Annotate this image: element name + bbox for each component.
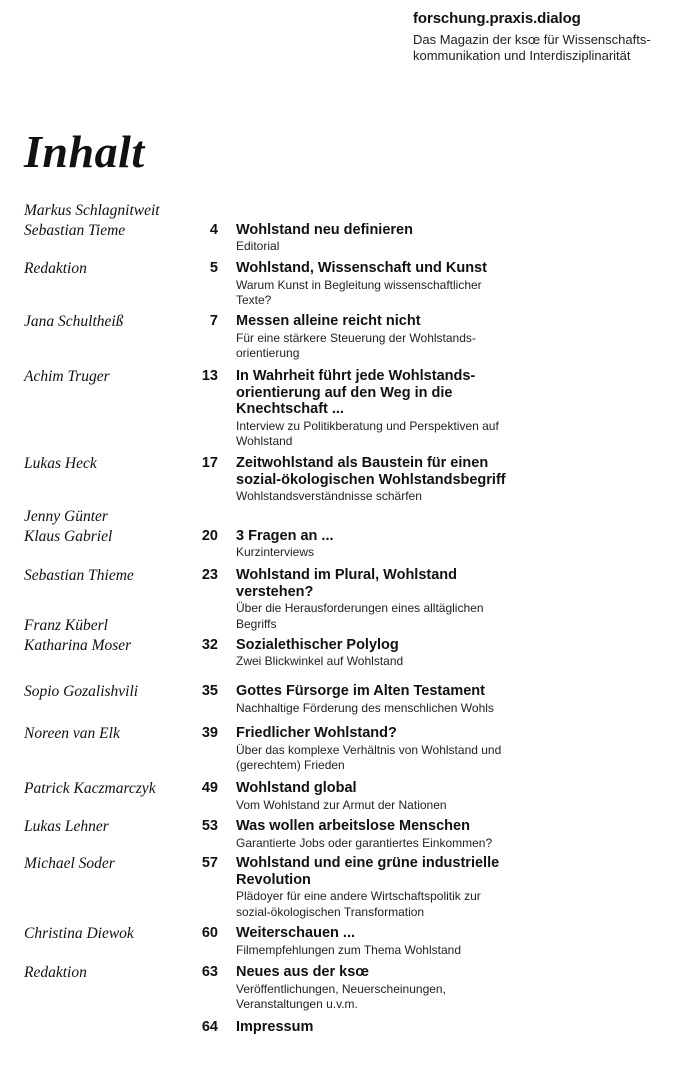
page-number[interactable]: 23: [201, 567, 218, 583]
article-title[interactable]: [236, 567, 536, 600]
article-title[interactable]: [236, 925, 536, 942]
article-title[interactable]: [236, 780, 536, 797]
page-number[interactable]: 39: [201, 725, 218, 741]
toc-text: [236, 780, 536, 813]
author-name: Redaktion: [24, 964, 87, 981]
article-subtitle-line: Editorial: [236, 239, 280, 253]
toc-text: [236, 567, 536, 632]
article-subtitle: [236, 889, 536, 920]
article-subtitle: [236, 943, 536, 959]
article-title-line: Revolution: [236, 871, 311, 888]
article-subtitle: [236, 489, 536, 505]
page-number[interactable]: 20: [201, 527, 218, 544]
page-number[interactable]: 53: [201, 818, 218, 834]
author-name: Sopio Gozalishvili: [24, 683, 139, 700]
toc-authors: [24, 682, 204, 702]
article-title[interactable]: [236, 683, 536, 700]
article-title-line: Was wollen arbeitslose Menschen: [236, 818, 470, 834]
toc-text: [236, 222, 536, 255]
toc-authors: [24, 367, 204, 387]
author-name: Sebastian Tieme: [24, 221, 126, 239]
page-number[interactable]: 35: [201, 683, 218, 699]
article-subtitle: [236, 278, 536, 309]
article-title-line: Knechtschaft ...: [236, 401, 344, 417]
article-title-line: Messen alleine reicht nicht: [236, 313, 421, 329]
toc-text: [236, 725, 536, 774]
toc-authors: [24, 259, 204, 279]
article-title-line: Wohlstand neu definieren: [236, 221, 413, 238]
toc-text: [236, 855, 536, 920]
article-subtitle: [236, 654, 536, 670]
toc-text: [236, 313, 536, 362]
article-subtitle-line: Zwei Blickwinkel auf Wohlstand: [236, 654, 404, 668]
article-subtitle: [236, 798, 536, 814]
article-title[interactable]: [236, 528, 536, 545]
page-number[interactable]: 32: [201, 636, 218, 653]
article-subtitle: [236, 331, 536, 362]
toc-text: [236, 925, 536, 958]
toc-authors: [24, 854, 204, 874]
article-title[interactable]: [236, 260, 536, 277]
article-subtitle-line: Veröffentlichungen, Neuerscheinungen,: [236, 981, 446, 996]
article-subtitle: [236, 239, 536, 255]
page-number[interactable]: 7: [209, 313, 218, 329]
author-name: Markus Schlagnitweit: [24, 202, 160, 219]
toc-authors: [24, 312, 204, 332]
toc-text: [236, 964, 536, 1013]
author-name: Jana Schultheiß: [24, 313, 124, 330]
article-subtitle-line: (gerechtem) Frieden: [236, 758, 345, 772]
article-subtitle-line: Nachhaltige Förderung des menschlichen Wohls: [236, 700, 494, 715]
article-subtitle-line: Veranstaltungen u.v.m.: [236, 997, 358, 1011]
article-subtitle-line: Warum Kunst in Begleitung wissenschaftlicher: [236, 277, 482, 292]
toc-text: [236, 368, 536, 450]
article-title-line: Zeitwohlstand als Baustein für einen: [236, 455, 489, 471]
toc-text: [236, 818, 536, 851]
article-subtitle-line: Filmempfehlungen zum Thema Wohlstand: [236, 942, 461, 957]
toc-authors: [24, 779, 204, 799]
toc-authors: [24, 507, 204, 546]
article-title-line: sozial-ökologischen Wohlstandsbegriff: [236, 471, 506, 488]
toc-authors: [24, 924, 204, 944]
author-name: Klaus Gabriel: [24, 527, 113, 545]
author-name: Noreen van Elk: [24, 725, 120, 742]
article-subtitle: [236, 743, 536, 774]
article-title[interactable]: [236, 818, 536, 835]
article-title-line: Wohlstand, Wissenschaft und Kunst: [236, 260, 487, 276]
page-number[interactable]: 5: [209, 260, 218, 276]
article-subtitle: [236, 601, 536, 632]
article-subtitle-line: Vom Wohlstand zur Armut der Nationen: [236, 797, 447, 812]
author-name: Achim Truger: [24, 368, 110, 385]
article-title[interactable]: [236, 222, 536, 239]
page-number[interactable]: 63: [201, 964, 218, 980]
article-title-line: 3 Fragen an ...: [236, 527, 334, 544]
toc-authors: [24, 616, 204, 655]
article-title-line: Neues aus der ksœ: [236, 964, 369, 980]
article-title-line: Wohlstand global: [236, 780, 357, 796]
article-title[interactable]: [236, 1019, 536, 1036]
article-subtitle-line: Kurzinterviews: [236, 545, 315, 559]
page-number[interactable]: 17: [201, 455, 218, 471]
article-title-line: In Wahrheit führt jede Wohlstands-: [236, 368, 476, 384]
author-name: Patrick Kaczmarczyk: [24, 780, 156, 797]
author-name: Michael Soder: [24, 855, 115, 872]
toc-text: [236, 1019, 536, 1036]
toc-text: [236, 260, 536, 309]
article-title-line: Weiterschauen ...: [236, 925, 355, 941]
article-title-line: Impressum: [236, 1019, 314, 1035]
magazine-subtitle-line: Das Magazin der ksœ für Wissenschafts-: [413, 32, 651, 47]
toc-authors: [24, 566, 204, 586]
magazine-title: forschung.praxis.dialog: [413, 10, 581, 27]
article-subtitle-line: Über das komplexe Verhältnis von Wohlstand und: [236, 742, 502, 757]
article-subtitle-line: Plädoyer für eine andere Wirtschaftspolitik zur: [236, 889, 481, 903]
article-subtitle: [236, 836, 536, 852]
toc-text: [236, 637, 536, 670]
article-title[interactable]: [236, 368, 536, 418]
author-name: Franz Küberl: [24, 617, 108, 634]
article-title-line: Wohlstand im Plural, Wohlstand verstehen?: [236, 567, 458, 600]
article-title[interactable]: [236, 637, 536, 654]
toc-authors: [24, 454, 204, 474]
toc-authors: [24, 963, 204, 983]
toc-text: [236, 528, 536, 561]
article-subtitle-line: Garantierte Jobs oder garantiertes Einkommen?: [236, 835, 493, 850]
article-subtitle-line: sozial-ökologischen Transformation: [236, 904, 425, 919]
page-number[interactable]: 49: [201, 780, 218, 796]
article-title[interactable]: [236, 964, 536, 981]
article-title[interactable]: [236, 725, 536, 742]
author-name: Lukas Heck: [24, 455, 97, 472]
article-subtitle: [236, 545, 536, 561]
page-number[interactable]: 60: [201, 925, 218, 941]
magazine-subtitle-line: kommunikation und Interdisziplinarität: [413, 48, 631, 63]
article-title[interactable]: [236, 855, 536, 888]
article-subtitle-line: Begriffs: [236, 616, 277, 631]
author-name: Katharina Moser: [24, 636, 132, 654]
toc-authors: [24, 817, 204, 837]
article-title-line: Gottes Fürsorge im Alten Testament: [236, 683, 485, 699]
toc-text: [236, 683, 536, 716]
page-number[interactable]: 13: [201, 368, 218, 384]
article-subtitle-line: Über die Herausforderungen eines alltäglichen: [236, 601, 484, 615]
toc-text: [236, 455, 536, 505]
article-title-line: Sozialethischer Polylog: [236, 636, 399, 653]
toc-authors: [24, 201, 204, 240]
article-title[interactable]: [236, 313, 536, 330]
author-name: Sebastian Thieme: [24, 567, 134, 584]
author-name: Lukas Lehner: [24, 818, 109, 835]
page-number[interactable]: 64: [201, 1019, 218, 1035]
article-subtitle: [236, 982, 536, 1013]
article-title-line: Wohlstand und eine grüne industrielle: [236, 855, 500, 871]
article-subtitle-line: Texte?: [236, 293, 272, 307]
author-name: Christina Diewok: [24, 925, 134, 942]
author-name: Redaktion: [24, 260, 87, 277]
article-subtitle-line: Wohlstandsverständnisse schärfen: [236, 489, 422, 503]
page-title: Inhalt: [24, 126, 145, 177]
page-number[interactable]: 4: [209, 221, 218, 238]
article-subtitle-line: orientierung: [236, 346, 300, 360]
article-subtitle: [236, 419, 536, 450]
page-number[interactable]: 57: [201, 855, 218, 871]
author-name: Jenny Günter: [24, 508, 108, 525]
article-subtitle-line: Interview zu Politikberatung und Perspektiven auf: [236, 418, 499, 433]
article-title-line: Friedlicher Wohlstand?: [236, 725, 397, 741]
article-subtitle-line: Für eine stärkere Steuerung der Wohlstands-: [236, 330, 476, 345]
toc-authors: [24, 724, 204, 744]
article-subtitle-line: Wohlstand: [236, 434, 293, 448]
article-title-line: orientierung auf den Weg in die: [236, 384, 453, 401]
article-title[interactable]: [236, 455, 536, 488]
article-subtitle: [236, 701, 536, 717]
